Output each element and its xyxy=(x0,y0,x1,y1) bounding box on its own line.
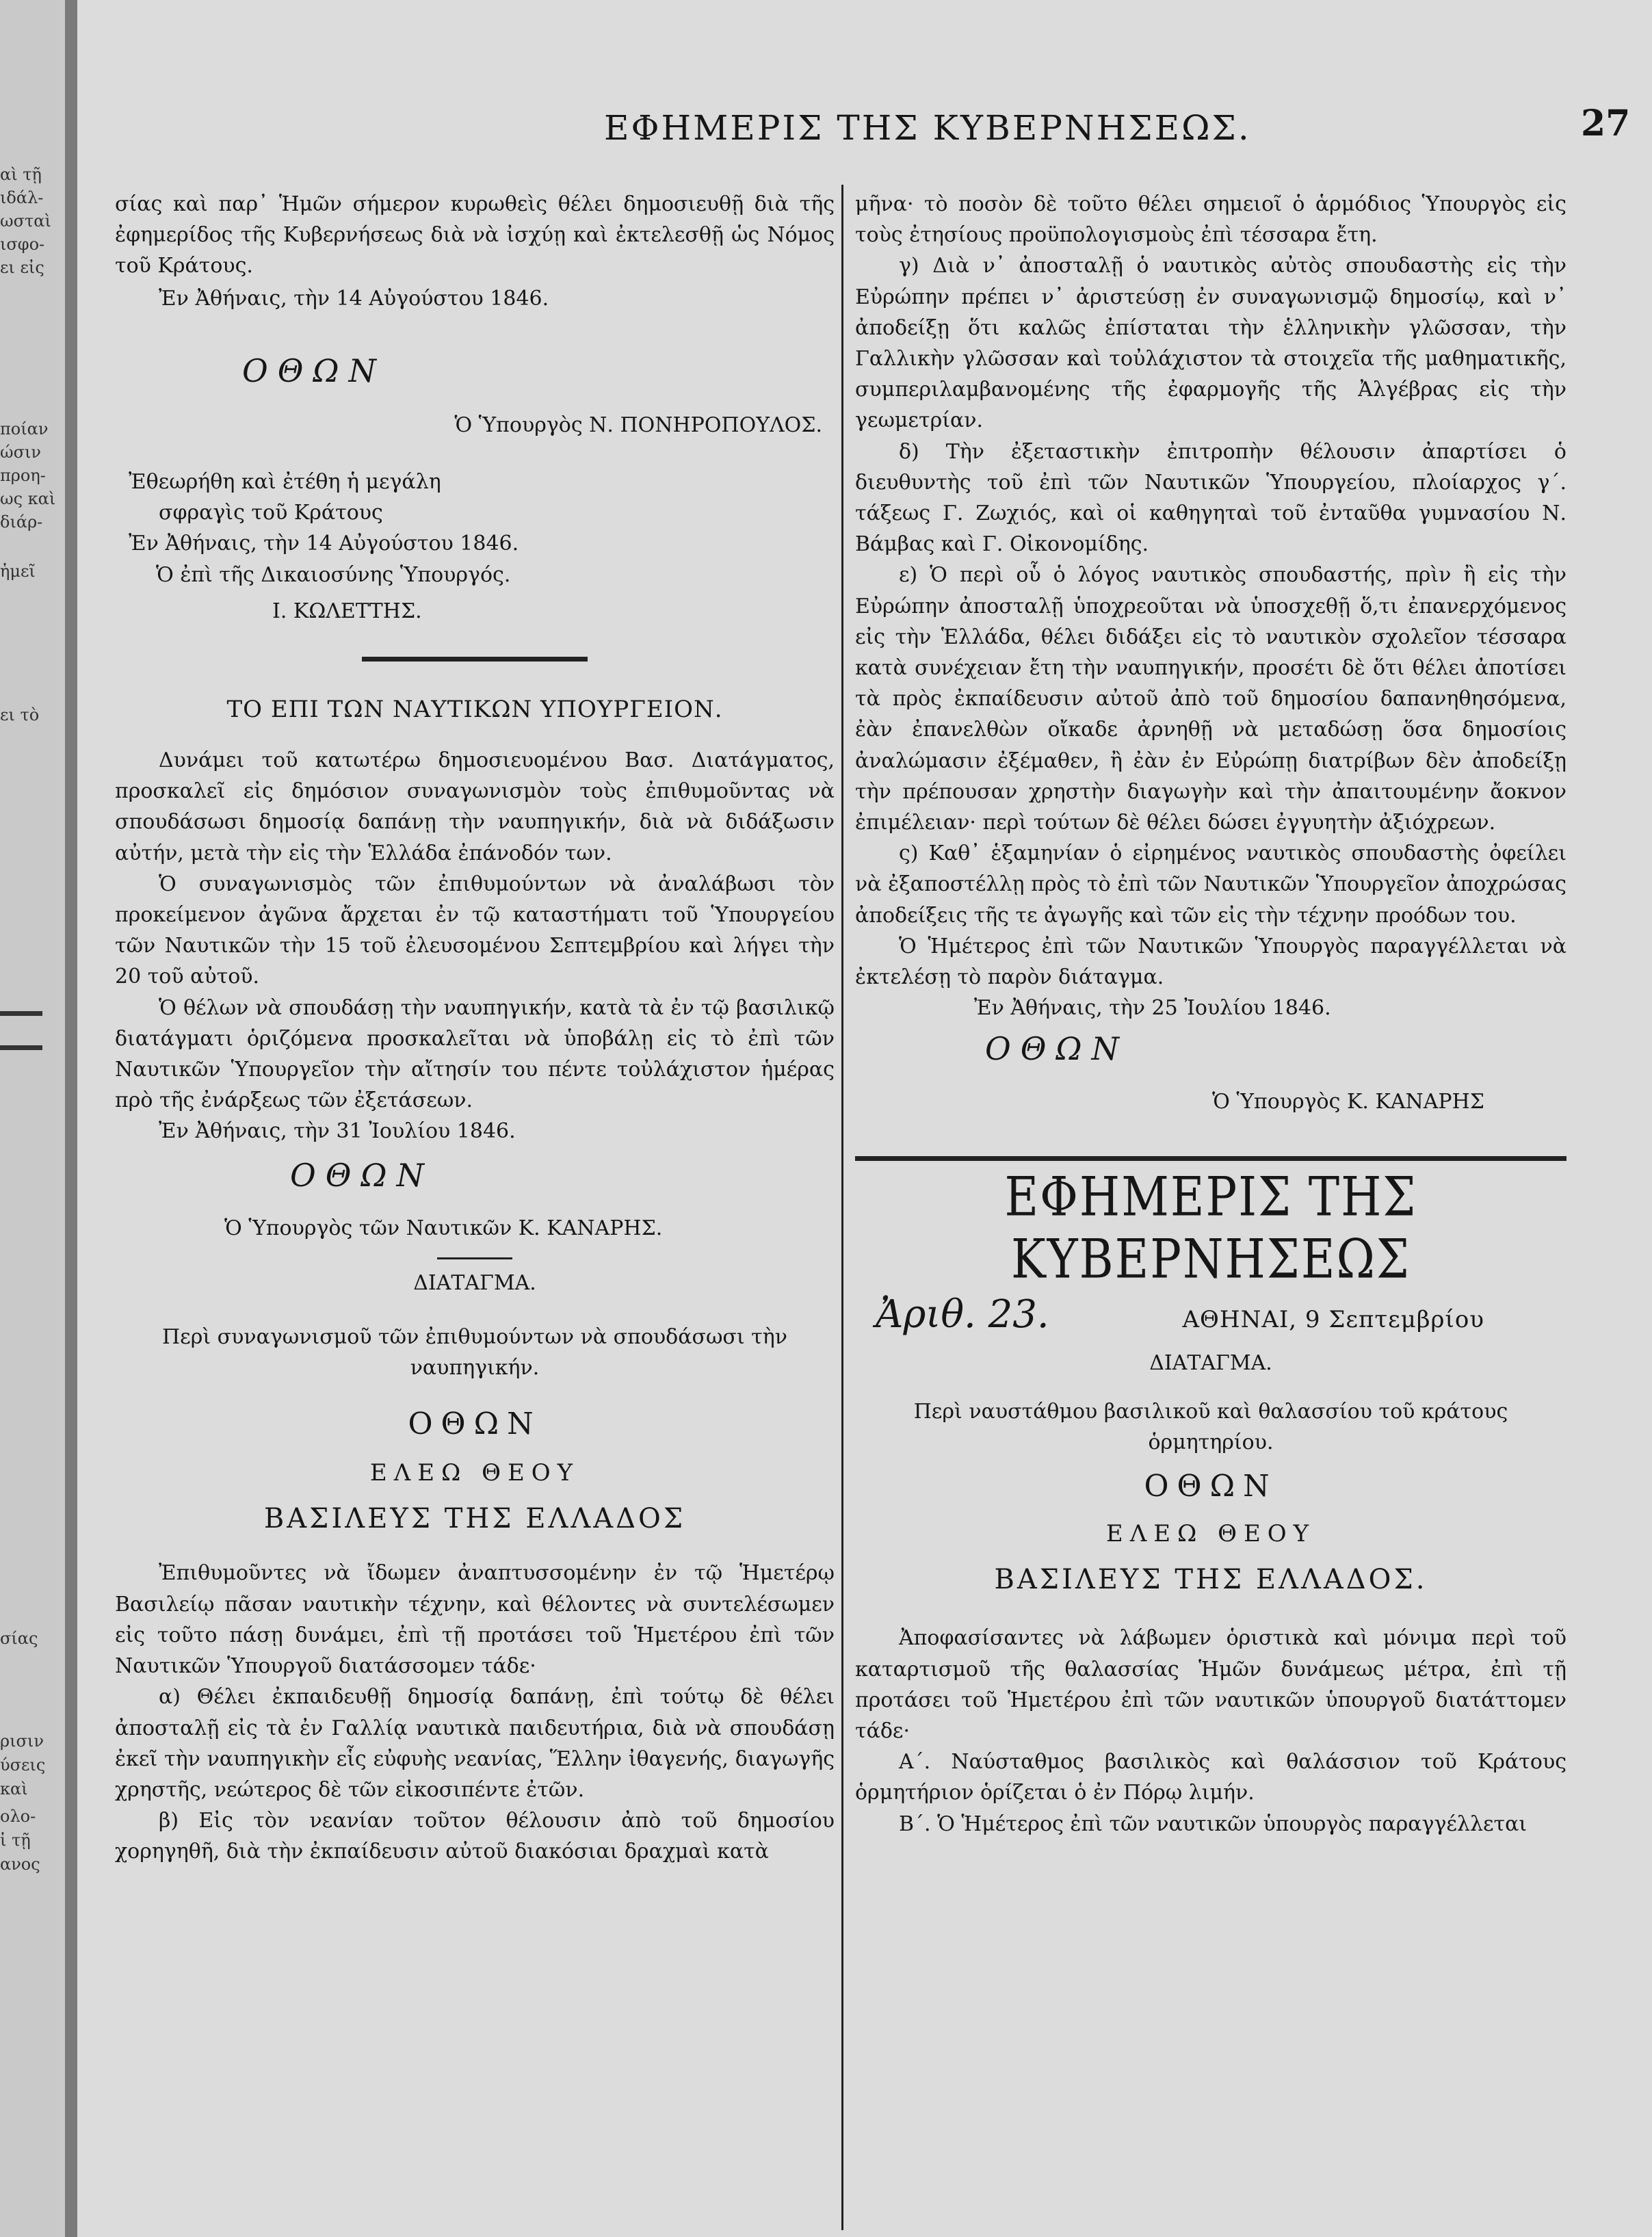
previous-page-fragment: ισφο- xyxy=(0,235,45,254)
issue-date: ΑΘΗΝΑΙ, 9 Σεπτεμβρίου xyxy=(1182,1305,1484,1333)
minister-signature: Ὁ Ὑπουργὸς Κ. ΚΑΝΑΡΗΣ xyxy=(1212,1090,1484,1114)
decree-heading: ΔΙΑΤΑΓΜΑ. xyxy=(413,1270,536,1295)
page-header-title: ΕΦΗΜΕΡΙΣ ΤΗΣ ΚΥΒΕΡΝΗΣΕΩΣ. xyxy=(604,108,1251,148)
continuation-paragraph: δ) Τὴν ἐξεταστικὴν ἐπιτροπὴν θέλουσιν ἀπαρτίσει ὁ διευθυντὴς τοῦ ἐπὶ τῶν Ναυτικῶν Ὑπουργείου, πλοίαρχος γ΄. τάξεως Γ. Ζωχιός, καὶ οἱ καθηγηταὶ τοῦ ἐνταῦθα γυμνασίου Ν. Βάμβας καὶ Γ. Οἰκονομίδης. xyxy=(855,439,1566,557)
previous-page-fragment: ει τὸ xyxy=(0,705,40,724)
notice-block xyxy=(115,745,835,1147)
section-rule xyxy=(362,657,588,662)
notice-paragraph: Ὁ συναγωνισμὸς τῶν ἐπιθυμούντων νὰ ἀναλάβωσι τὸν προκείμενον ἀγῶνα ἄρχεται ἐν τῷ καταστήματι τοῦ Ὑπουργείου τῶν Ναυτικῶν τὴν 15 τοῦ ἐλευσομένου Σεπτεμβρίου καὶ λήγει τὴν 20 τοῦ αὐτοῦ. xyxy=(115,872,835,989)
previous-page-fragment: ει εἰς xyxy=(0,258,44,277)
masthead-title: ΕΦΗΜΕΡΙΣ ΤΗΣ ΚΥΒΕΡΝΗΣΕΩΣ xyxy=(1004,1166,1417,1291)
king-signature: ΟΘΩΝ xyxy=(290,1156,434,1194)
previous-page-fragment: ρισιν xyxy=(0,1731,44,1751)
king-signature: ΟΘΩΝ xyxy=(242,352,386,389)
date-line: Ἐν Ἀθήναις, τὴν 31 Ἰουλίου 1846. xyxy=(159,1119,516,1144)
decree-paragraph: Α΄. Ναύσταθμος βασιλικὸς καὶ θαλάσσιον τοῦ Κράτους ὁρμητήριον ὁρίζεται ὁ ἐν Πόρῳ λιμήν. xyxy=(855,1750,1566,1805)
right-column xyxy=(855,189,1566,1840)
seal-line: σφραγὶς τοῦ Κράτους xyxy=(159,501,383,525)
notice-paragraph: Ὁ θέλων νὰ σπουδάσῃ τὴν ναυπηγικήν, κατὰ τὰ ἐν τῷ βασιλικῷ διατάγματι ὁριζόμενα προσκαλεῖται νὰ ὑποβάλῃ εἰς τὸ ἐπὶ τῶν Ναυτικῶν Ὑπουργεῖον τὴν αἴτησίν του πέντε τοὐλάχιστον ἡμέρας πρὸ τῆς ἐνάρξεως τῶν ἐξετάσεων. xyxy=(115,995,835,1113)
minister-signature: Ὁ Ὑπουργὸς Ν. ΠΟΝΗΡΟΠΟΥΛΟΣ. xyxy=(454,413,822,437)
decree-body xyxy=(115,1558,835,1867)
previous-page-fragment: διάρ- xyxy=(0,512,43,532)
opening-paragraph: σίας καὶ παρ᾽ Ἡμῶν σήμερον κυρωθεὶς θέλει δημοσιευθῇ διὰ τῆς ἐφημερίδος τῆς Κυβερνήσεως διὰ νὰ ἰσχύῃ καὶ ἐκτελεσθῇ ὡς Νόμος τοῦ Κράτους. xyxy=(115,192,835,278)
previous-page-fragment: καὶ xyxy=(0,1779,28,1798)
grace-line: ΕΛΕΩ ΘΕΟΥ xyxy=(1105,1520,1316,1548)
previous-page-fragment: ἡμεῖ xyxy=(0,562,36,581)
decree-paragraph: Ἐπιθυμοῦντες νὰ ἴδωμεν ἀναπτυσσομένην ἐν τῷ Ἡμετέρῳ Βασιλείῳ πᾶσαν ναυτικὴν τέχνην, καὶ θέλοντες νὰ συντελέσωμεν εἰς τοῦτο πάσῃ δυνάμει, ἐπὶ τῇ προτάσει τοῦ Ἡμετέρου ἐπὶ τῶν Ναυτικῶν Ὑπουργοῦ διατάσσομεν τάδε· xyxy=(115,1561,835,1679)
previous-page-rule xyxy=(0,1045,42,1050)
previous-page-rule xyxy=(0,1011,42,1016)
minister-signature: Ὁ Ὑπουργὸς τῶν Ναυτικῶν Κ. ΚΑΝΑΡΗΣ. xyxy=(224,1216,663,1240)
section-heading: ΤΟ ΕΠΙ ΤΩΝ ΝΑΥΤΙΚΩΝ ΥΠΟΥΡΓΕΙΟΝ. xyxy=(226,696,723,724)
left-column xyxy=(115,189,835,1868)
seal-signature: Ι. ΚΩΛΕΤΤΗΣ. xyxy=(272,599,422,623)
previous-page-fragment: προη- xyxy=(0,466,46,485)
seal-line: Ἐν Ἀθήναις, τὴν 14 Αὐγούστου 1846. xyxy=(129,532,519,556)
royal-title: ΒΑΣΙΛΕΥΣ ΤΗΣ ΕΛΛΑΔΟΣ xyxy=(263,1503,686,1535)
continuation-paragraph: γ) Διὰ ν᾽ ἀποσταλῇ ὁ ναυτικὸς αὐτὸς σπουδαστὴς εἰς τὴν Εὐρώπην πρέπει ν᾽ ἀριστεύσῃ ἐν συναγωνισμῷ δημοσίῳ, καὶ ν᾽ ἀποδείξῃ ὅτι καλῶς ἐπίσταται τὴν ἑλληνικὴν γλῶσσαν, τὴν Γαλλικὴν γλῶσσαν καὶ τοὐλάχιστον τὰ στοιχεῖα τῆς μαθηματικῆς, συμπεριλαμβανομένης τῆς ἐφαρμογῆς τῆς Ἀλγέβρας εἰς τὴν γεωμετρίαν. xyxy=(855,254,1566,433)
decree-heading: ΔΙΑΤΑΓΜΑ. xyxy=(1149,1350,1272,1375)
decree-paragraph: β) Εἰς τὸν νεανίαν τοῦτον θέλουσιν ἀπὸ τοῦ δημοσίου χορηγηθῆ, διὰ τὴν ἐκπαίδευσιν αὐτοῦ διακόσιαι δραχμαὶ κατὰ xyxy=(115,1809,835,1864)
decree-paragraph: Ἀποφασίσαντες νὰ λάβωμεν ὁριστικὰ καὶ μόνιμα περὶ τοῦ καταρτισμοῦ τῆς θαλασσίας Ἡμῶν δυνάμεως μέτρα, ἐπὶ τῇ προτάσει τοῦ Ἡμετέρου ἐπὶ τῶν ναυτικῶν ὑπουργοῦ διατάττομεν τάδε· xyxy=(855,1626,1566,1743)
continuation-paragraph: ς) Καθ᾽ ἑξαμηνίαν ὁ εἰρημένος ναυτικὸς σπουδαστὴς ὀφείλει νὰ ἐξαποστέλλῃ πρὸς τὸ ἐπὶ τῶν Ναυτικῶν Ὑπουργεῖον ἀποχρώσας ἀποδείξεις τῆς τε ἀγωγῆς καὶ τῶν εἰς τὴν τέχνην προόδων του. xyxy=(855,841,1566,928)
column-divider xyxy=(841,185,843,2230)
decree-paragraph: Β΄. Ὁ Ἡμέτερος ἐπὶ τῶν ναυτικῶν ὑπουργὸς παραγγέλλεται xyxy=(899,1811,1528,1836)
grace-line: ΕΛΕΩ ΘΕΟΥ xyxy=(369,1459,580,1487)
continuation-paragraph: μῆνα· τὸ ποσὸν δὲ τοῦτο θέλει σημειοῖ ὁ ἁρμόδιος Ὑπουργὸς εἰς τοὺς ἐτησίους προϋπολογισμοὺς ἐπὶ τέσσαρα ἔτη. xyxy=(855,192,1566,248)
continuation-paragraph: ε) Ὁ περὶ οὗ ὁ λόγος ναυτικὸς σπουδαστής, πρὶν ἢ εἰς τὴν Εὐρώπην ἀποσταλῇ ὑποχρεοῦται νὰ ὑποσχεθῇ ὅ,τι ἐπανερχόμενος εἰς τὴν Ἑλλάδα, θέλει διδάξει εἰς τὸ ναυτικὸν σχολεῖον τέσσαρα κατὰ συνέχειαν ἔτη τὴν ναυπηγικήν, προσέτι δὲ ὅτι θέλει ἀποτίσει τὰ πρὸς ἐκπαίδευσιν αὐτοῦ ἀπὸ τοῦ δημοσίου δαπανηθησόμενα, ἐὰν ἐπανελθὼν οἴκαδε ἀρνηθῇ νὰ μεταδώσῃ ὅσα δημοσίοις ἀναλώμασιν ἐξέμαθεν, ἢ ἐὰν ἐν Εὐρώπῃ διατρίβων δὲν ἀποδείξῃ τὴν πρέπουσαν χρηστὴν διαγωγὴν καὶ τὴν ἀπαιτουμένην ἄοκνον ἐπιμέλειαν· περὶ τούτων δὲ θέλει δώσει ἐγγυητὴν ἀξιόχρεων. xyxy=(855,563,1566,835)
previous-page-edge xyxy=(0,0,65,2237)
previous-page-fragment: ἱ τῇ xyxy=(0,1831,31,1850)
previous-page-fragment: ωσταὶ xyxy=(0,211,51,231)
king-name: ΟΘΩΝ xyxy=(408,1407,542,1442)
previous-page-fragment: ιδάλ- xyxy=(0,188,44,207)
decree-rule xyxy=(437,1257,512,1259)
notice-paragraph: Δυνάμει τοῦ κατωτέρω δημοσιευομένου Βασ. Διατάγματος, προσκαλεῖ εἰς δημόσιον συναγωνισμὸν τοὺς ἐπιθυμοῦντας νὰ σπουδάσωσι δημοσίᾳ δαπάνῃ τὴν ναυπηγικήν, διὰ νὰ διδάξωσιν αὐτήν, μετὰ τὴν εἰς τὴν Ἑλλάδα ἐπάνοδόν των. xyxy=(115,748,835,865)
page-number: 27 xyxy=(1581,103,1631,144)
decree-subject: Περὶ συναγωνισμοῦ τῶν ἐπιθυμούντων νὰ σπουδάσωσι τὴν ναυπηγικήν. xyxy=(161,1325,787,1381)
previous-page-fragment: ως καὶ xyxy=(0,489,56,508)
seal-line: Ὁ ἐπὶ τῆς Δικαιοσύνης Ὑπουργός. xyxy=(156,562,511,587)
issue-row xyxy=(855,1292,1566,1337)
seal-block xyxy=(115,467,835,627)
date-line: Ἐν Ἀθήναις, τὴν 14 Αὐγούστου 1846. xyxy=(159,286,549,311)
continuation-paragraph: Ὁ Ἡμέτερος ἐπὶ τῶν Ναυτικῶν Ὑπουργὸς παραγγέλλεται νὰ ἐκτελέσῃ τὸ παρὸν διάταγμα. xyxy=(855,934,1566,990)
issue-number: Ἀριθ. 23. xyxy=(876,1292,1049,1337)
king-signature: ΟΘΩΝ xyxy=(985,1030,1129,1068)
seal-line: Ἐθεωρήθη καὶ ἐτέθη ἡ μεγάλη xyxy=(129,470,441,495)
previous-page-fragment: αὶ τῇ xyxy=(0,165,42,184)
date-line: Ἐν Ἀθήναις, τὴν 25 Ἰουλίου 1846. xyxy=(974,996,1331,1021)
decree-subject: Περὶ ναυστάθμου βασιλικοῦ καὶ θαλασσίου τοῦ κράτους ὁρμητηρίου. xyxy=(913,1399,1508,1455)
previous-page-fragment: ύσεις xyxy=(0,1755,46,1775)
masthead-rule xyxy=(855,1156,1566,1161)
previous-page-fragment: σίας xyxy=(0,1629,38,1648)
decree-body xyxy=(855,1623,1566,1839)
royal-title: ΒΑΣΙΛΕΥΣ ΤΗΣ ΕΛΛΑΔΟΣ. xyxy=(994,1564,1428,1596)
previous-page-fragment: ανος xyxy=(0,1855,40,1874)
king-name: ΟΘΩΝ xyxy=(1144,1469,1278,1504)
book-gutter xyxy=(65,0,77,2237)
decree-paragraph: α) Θέλει ἐκπαιδευθῇ δημοσίᾳ δαπάνῃ, ἐπὶ τούτῳ δὲ θέλει ἀποσταλῇ εἰς τὰ ἐν Γαλλίᾳ ναυτικὰ παιδευτήρια, διὰ νὰ σπουδάσῃ ἐκεῖ τὴν ναυπηγικὴν εἷς εὐφυὴς νεανίας, Ἕλλην ἰθαγενής, διαγωγῆς χρηστῆς, νεώτερος δὲ τῶν εἰκοσιπέντε ἐτῶν. xyxy=(115,1685,835,1802)
previous-page-fragment: ολο- xyxy=(0,1807,36,1826)
previous-page-fragment: ώσιν xyxy=(0,443,41,462)
previous-page-fragment: ποίαν xyxy=(0,419,49,439)
